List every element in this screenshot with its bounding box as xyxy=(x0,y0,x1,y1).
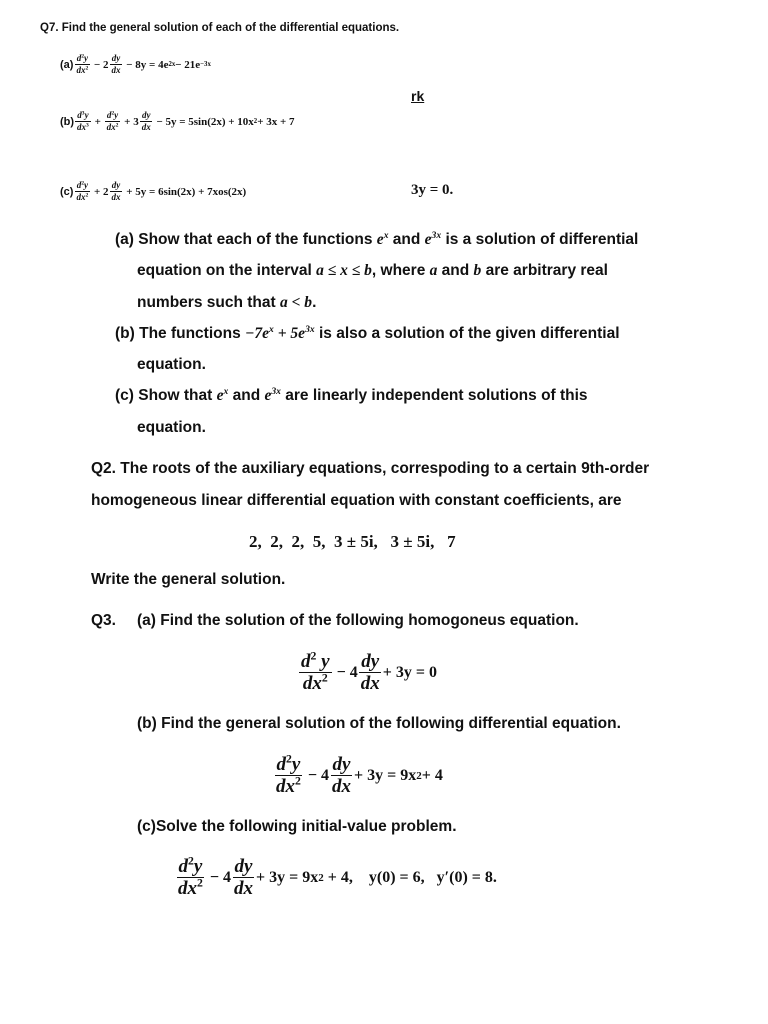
q1-a-line1: (a) Show that each of the functions $e^x$ and $e^{3x}$ is a solution of differential xyxy=(115,229,639,248)
q3-equation-3: $\frac{d^2y}{dx^2}$ − 4 $\frac{dy}{dx}$ + 3y = 9x 2 + 4, y(0) = 6, y′(0) = 8. xyxy=(178,854,497,899)
q1-a-line3: numbers such that a < b. xyxy=(137,294,317,311)
q1-c-line2: equation. xyxy=(137,419,206,436)
q2-line1: Q2. The roots of the auxiliary equations, correspoding to a certain 9th-order xyxy=(91,460,650,477)
fraction: $\frac{dy}{dx}$ xyxy=(111,180,121,202)
q7-equation-c: (c) $\frac{d^2y}{dx^2}$ + 2 $\frac{dy}{dx}$ + 5y = 6sin(2x) + 7xos(2x) xyxy=(60,180,247,202)
q3-c-text: (c)Solve the following initial-value problem. xyxy=(137,818,457,835)
fraction: $\frac{d^2y}{dx^2}$ xyxy=(76,53,89,75)
fraction: $\frac{dy}{dx}$ xyxy=(234,856,254,899)
pasted-q7-block xyxy=(34,12,478,208)
fraction: $\frac{d^2y}{dx^2}$ xyxy=(106,110,119,132)
fraction: $\frac{dy}{dx}$ xyxy=(332,754,352,797)
fraction: $\frac{dy}{dx}$ xyxy=(141,110,151,132)
fraction: $\frac{d^2y}{dx^2}$ xyxy=(276,752,301,797)
math-e3x: $e^{3x}$ xyxy=(264,385,281,404)
fraction: $\frac{d^2y}{dx^2}$ xyxy=(76,180,89,202)
q3-equation-1: $\frac{d^2 y}{dx^2}$ − 4 $\frac{dy}{dx}$ + 3y = 0 xyxy=(301,649,437,694)
fraction: $\frac{dy}{dx}$ xyxy=(111,53,121,75)
math-ex: $e^x$ xyxy=(216,385,229,404)
q7-equation-a: (a) $\frac{d^2y}{dx^2}$ − 2 $\frac{dy}{dx}$ − 8y = 4e 2x − 21e −3x xyxy=(60,53,211,75)
fragment-right-equation: 3y = 0. xyxy=(411,182,454,198)
q2-roots: 2, 2, 2, 5, 3 ± 5i, 3 ± 5i, 7 xyxy=(249,532,456,551)
q7-heading: Q7. Find the general solution of each of the differential equations. xyxy=(40,22,400,34)
q7-b-label: (b) xyxy=(60,115,75,128)
q3-equation-2: $\frac{d^2y}{dx^2}$ − 4 $\frac{dy}{dx}$ + 3y = 9x 2 + 4 xyxy=(276,752,443,797)
q1-b-line1: (b) The functions $-7e^x + 5e^{3x}$ is also a solution of the given differential xyxy=(115,323,620,342)
fraction: $\frac{d^2 y}{dx^2}$ xyxy=(301,649,330,694)
q1-c-line1: (c) Show that $e^x$ and $e^{3x}$ are linearly independent solutions of this xyxy=(115,385,588,404)
q7-c-label: (c) xyxy=(60,185,74,198)
fraction: $\frac{d^2y}{dx^2}$ xyxy=(178,854,203,899)
math-ex: $e^x$ xyxy=(376,229,389,248)
q7-equation-b: (b) $\frac{d^3y}{dx^3}$ + $\frac{d^2y}{dx^2}$ + 3 $\frac{dy}{dx}$ − 5y = 5sin(2x) + 10x 2 + 3x + 7 xyxy=(60,110,295,132)
math-e3x: $e^{3x}$ xyxy=(424,229,442,248)
fraction: $\frac{dy}{dx}$ xyxy=(360,651,380,694)
fraction: $\frac{d^3y}{dx^3}$ xyxy=(77,110,89,132)
q3-a-text: (a) Find the solution of the following homogoneus equation. xyxy=(137,612,579,629)
q7-a-label: (a) xyxy=(60,58,74,71)
q3-label: Q3. xyxy=(91,612,116,629)
q2-line3: Write the general solution. xyxy=(91,571,286,588)
q1-a-line2: equation on the interval a ≤ x ≤ b, where a and b are arbitrary real xyxy=(137,262,608,279)
q3-b-text: (b) Find the general solution of the following differential equation. xyxy=(137,715,621,732)
fragment-rk: rk xyxy=(411,88,425,104)
q2-line2: homogeneous linear differential equation with constant coefficients, are xyxy=(91,492,622,509)
q1-b-line2: equation. xyxy=(137,356,206,373)
